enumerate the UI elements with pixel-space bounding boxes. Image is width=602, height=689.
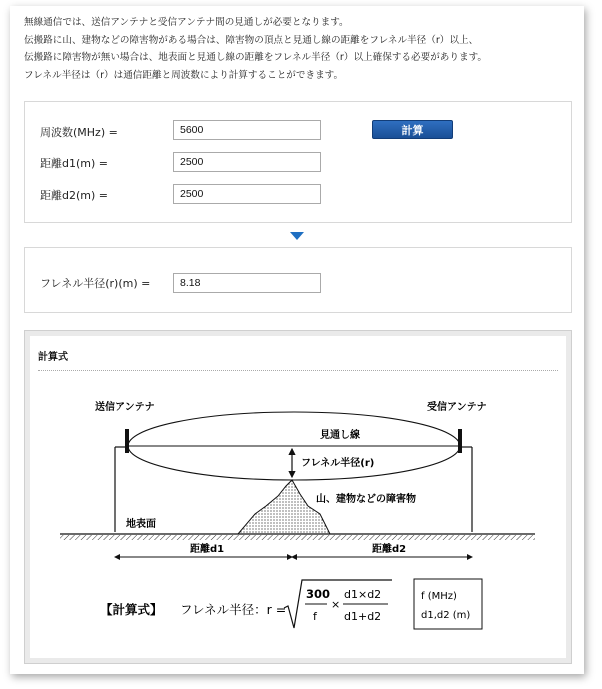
ground-label: 地表面 — [126, 519, 156, 530]
distance-d2-diagram-label: 距離d2 — [372, 544, 407, 555]
frequency-input[interactable] — [173, 120, 321, 140]
intro-text — [24, 14, 487, 84]
formula-panel — [24, 330, 572, 664]
fresnel-radius-output[interactable] — [173, 273, 321, 293]
intro-line: フレネル半径は（r）は通信距離と周波数により計算することができます。 — [24, 69, 344, 81]
units-legend-box — [414, 579, 482, 629]
fresnel-radius-diagram-label: フレネル半径(r) — [301, 458, 375, 469]
frequency-label: 周波数(MHz) = — [40, 126, 118, 139]
distance-d2-input[interactable] — [173, 184, 321, 204]
distance-d1-diagram-label: 距離d1 — [190, 544, 225, 555]
distance-d1-label: 距離d1(m) = — [40, 157, 108, 170]
result-panel — [24, 247, 572, 313]
input-panel — [24, 101, 572, 223]
intro-line: 伝搬路に障害物が無い場合は、地表面と見通し線の距離をフレネル半径（r）以上確保する必要があります。 — [24, 52, 488, 63]
transmitter-label: 送信アンテナ — [95, 402, 155, 413]
numerator-300: 300 — [306, 587, 331, 601]
obstacle-mountain-icon — [238, 480, 330, 534]
page — [10, 6, 584, 674]
formula-name: フレネル半径：r = — [180, 602, 287, 617]
obstacle-label: 山、建物などの障害物 — [316, 494, 416, 505]
line-of-sight-label: 見通し線 — [320, 430, 360, 441]
times-sign: × — [331, 598, 341, 611]
arrow-down-icon — [290, 232, 304, 240]
receiver-label: 受信アンテナ — [427, 402, 487, 413]
distance-d1-input[interactable] — [173, 152, 321, 172]
fresnel-diagram — [30, 336, 566, 658]
denominator-f: f — [313, 610, 317, 623]
formula-prefix: 【計算式】 — [100, 602, 163, 617]
intro-line: 伝搬路に山、建物などの障害物がある場合は、障害物の頂点と見通し線の距離をフレネル半径（r）以上、 — [24, 34, 479, 46]
ground-hatch — [60, 535, 535, 540]
legend-frequency-unit: f (MHz) — [421, 591, 457, 602]
legend-distance-unit: d1,d2 (m) — [421, 610, 471, 621]
formula-heading: 計算式 — [38, 352, 68, 363]
distance-d2-label: 距離d2(m) = — [40, 189, 108, 202]
numerator-d1d2: d1×d2 — [344, 588, 382, 601]
calculate-button[interactable]: 計算 — [372, 120, 453, 139]
intro-line: 無線通信では、送信アンテナと受信アンテナ間の見通しが必要となります。 — [24, 17, 349, 28]
fresnel-radius-label: フレネル半径(r)(m) = — [40, 277, 151, 290]
denominator-d1-plus-d2: d1+d2 — [344, 610, 382, 623]
formula-panel-inner — [30, 336, 566, 658]
